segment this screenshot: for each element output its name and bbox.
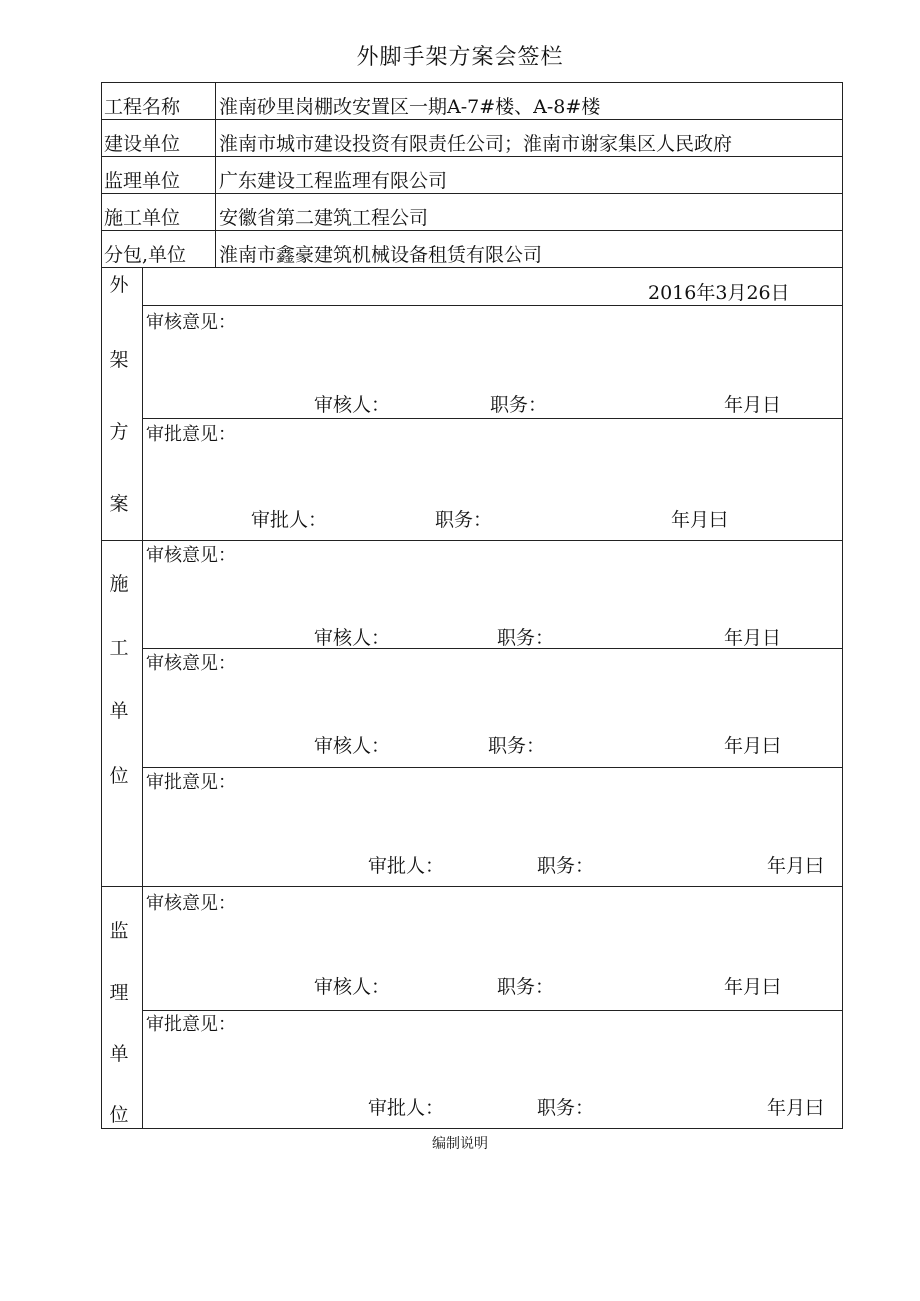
post-label: 职务： bbox=[497, 627, 555, 649]
review-opinion-label: 审核意见： bbox=[146, 893, 236, 914]
footer-note: 编制说明 bbox=[432, 1136, 488, 1152]
date-label: 年月曰 bbox=[724, 976, 782, 998]
date-label: 年月日 bbox=[724, 627, 782, 649]
info-label: 工程名称 bbox=[104, 96, 181, 118]
row-divider bbox=[142, 305, 843, 306]
section-label-char: 方 bbox=[109, 421, 129, 443]
row-divider bbox=[142, 418, 843, 419]
info-value: 淮南砂里岗棚改安置区一期A-7#楼、A-8#楼 bbox=[219, 96, 601, 118]
date-label: 年月曰 bbox=[767, 1097, 825, 1119]
post-label: 职务： bbox=[435, 509, 493, 531]
date-label: 年月日 bbox=[724, 394, 782, 416]
approve-opinion-label: 审批意见： bbox=[146, 1014, 236, 1035]
info-value: 淮南市鑫豪建筑机械设备租赁有限公司 bbox=[219, 244, 543, 266]
row-divider bbox=[101, 119, 843, 120]
date-label: 年月曰 bbox=[724, 735, 782, 757]
row-divider bbox=[142, 767, 843, 768]
row-divider bbox=[142, 1010, 843, 1011]
info-value: 淮南市城市建设投资有限责任公司；淮南市谢家集区人民政府 bbox=[219, 133, 733, 155]
reviewer-label: 审核人： bbox=[314, 394, 391, 416]
approve-opinion-label: 审批意见： bbox=[146, 772, 236, 793]
row-divider bbox=[101, 193, 843, 194]
section-label-char: 工 bbox=[109, 637, 129, 659]
column-divider bbox=[215, 82, 216, 267]
column-divider bbox=[142, 267, 143, 1129]
approver-label: 审批人： bbox=[368, 1097, 445, 1119]
approver-label: 审批人： bbox=[251, 509, 328, 531]
post-label: 职务： bbox=[490, 394, 548, 416]
section-label-char: 架 bbox=[109, 349, 129, 371]
signoff-table bbox=[101, 82, 843, 1129]
post-label: 职务： bbox=[488, 735, 546, 757]
plan-date: 2016年3月26日 bbox=[648, 282, 790, 304]
row-divider bbox=[101, 230, 843, 231]
section-label-char: 位 bbox=[109, 765, 129, 787]
document-title: 外脚手架方案会签栏 bbox=[356, 45, 564, 70]
section-label-char: 单 bbox=[109, 1043, 129, 1065]
row-divider bbox=[101, 156, 843, 157]
section-label-char: 单 bbox=[109, 700, 129, 722]
info-label: 分包,单位 bbox=[104, 244, 187, 266]
info-label: 施工单位 bbox=[104, 207, 181, 229]
date-label: 年月曰 bbox=[767, 855, 825, 877]
approve-opinion-label: 审批意见： bbox=[146, 424, 236, 445]
section-label-char: 位 bbox=[109, 1104, 129, 1126]
review-opinion-label: 审核意见： bbox=[146, 545, 236, 566]
post-label: 职务： bbox=[537, 855, 595, 877]
approver-label: 审批人： bbox=[368, 855, 445, 877]
info-label: 监理单位 bbox=[104, 170, 181, 192]
info-value: 广东建设工程监理有限公司 bbox=[219, 170, 448, 192]
date-label: 年月曰 bbox=[671, 509, 729, 531]
reviewer-label: 审核人： bbox=[314, 627, 391, 649]
info-value: 安徽省第二建筑工程公司 bbox=[219, 207, 429, 229]
review-opinion-label: 审核意见： bbox=[146, 312, 236, 333]
section-label-char: 理 bbox=[109, 982, 129, 1004]
section-label-char: 案 bbox=[109, 493, 129, 515]
section-divider bbox=[101, 886, 843, 887]
row-divider bbox=[101, 267, 843, 268]
review-opinion-label: 审核意见： bbox=[146, 653, 236, 674]
info-label: 建设单位 bbox=[104, 133, 181, 155]
post-label: 职务： bbox=[537, 1097, 595, 1119]
section-label-char: 外 bbox=[109, 274, 129, 296]
reviewer-label: 审核人： bbox=[314, 735, 391, 757]
section-label-char: 监 bbox=[109, 920, 129, 942]
reviewer-label: 审核人： bbox=[314, 976, 391, 998]
section-divider bbox=[101, 540, 843, 541]
post-label: 职务： bbox=[497, 976, 555, 998]
section-label-char: 施 bbox=[109, 573, 129, 595]
